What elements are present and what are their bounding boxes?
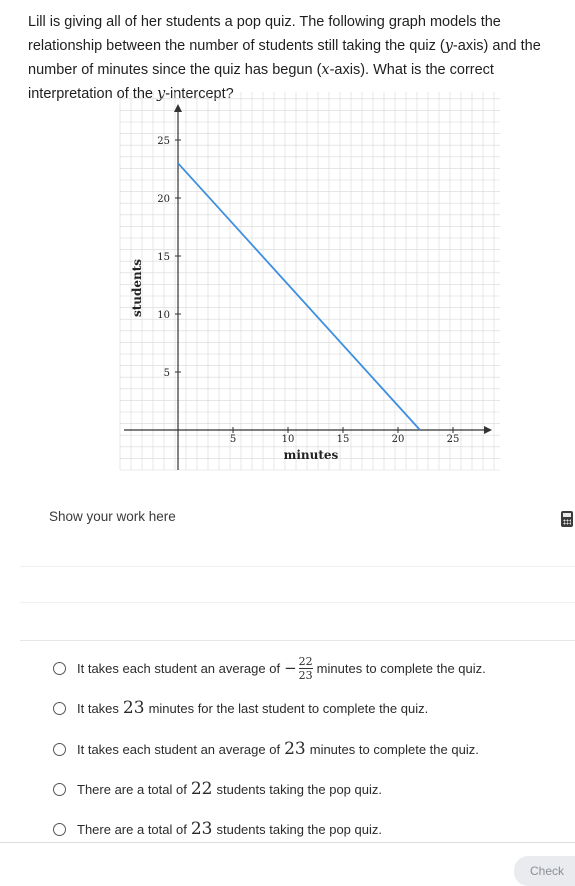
show-work-label: Show your work here bbox=[49, 509, 176, 524]
y-tick-label: 20 bbox=[157, 194, 170, 205]
choice-4[interactable] bbox=[53, 777, 382, 801]
y-axis-title: students bbox=[130, 258, 144, 318]
divider bbox=[0, 842, 575, 843]
calculator-icon[interactable] bbox=[561, 511, 573, 527]
x-tick-label: 20 bbox=[391, 434, 405, 445]
y-tick-label: 15 bbox=[157, 252, 170, 263]
x-tick-label: 5 bbox=[229, 434, 237, 445]
radio-button[interactable] bbox=[53, 743, 66, 756]
question-text: Lill is giving all of her students a pop quiz. The following graph models the relationship between the number of students still taking the quiz (y-axis) and the number of minutes since the quiz has begun (x-axis). What is the correct interpretation of the y-intercept? bbox=[28, 14, 541, 102]
x-tick-label: 10 bbox=[281, 434, 295, 445]
choice-1-text: It takes each student an average of − $\frac{22}{23}$ minutes to complete the quiz. bbox=[77, 654, 486, 682]
x-tick-label: 15 bbox=[336, 434, 350, 445]
x-axis-arrow bbox=[484, 426, 492, 434]
x-tick-label: 25 bbox=[446, 434, 460, 445]
choice-2-text: It takes 23 minutes for the last student to complete the quiz. bbox=[77, 698, 429, 718]
radio-button[interactable] bbox=[53, 702, 66, 715]
radio-button[interactable] bbox=[53, 783, 66, 796]
choice-5[interactable] bbox=[53, 817, 382, 841]
radio-button[interactable] bbox=[53, 823, 66, 836]
y-tick-label: 10 bbox=[157, 310, 170, 321]
choice-2[interactable] bbox=[53, 696, 428, 720]
choice-5-text: There are a total of 23 students taking the pop quiz. bbox=[77, 819, 382, 839]
choice-3-text: It takes each student an average of 23 minutes to complete the quiz. bbox=[77, 739, 479, 759]
radio-button[interactable] bbox=[53, 662, 66, 675]
fraction: $\frac{22}{23}$ bbox=[298, 654, 313, 682]
y-tick-label: 25 bbox=[157, 136, 170, 147]
check-button[interactable]: Check bbox=[514, 856, 575, 886]
choice-1[interactable] bbox=[53, 656, 486, 680]
choice-4-text: There are a total of 22 students taking the pop quiz. bbox=[77, 779, 382, 799]
choice-3[interactable] bbox=[53, 737, 479, 761]
x-axis-title: minutes bbox=[283, 448, 339, 462]
y-tick-label: 5 bbox=[163, 368, 170, 379]
work-area[interactable] bbox=[20, 530, 575, 641]
